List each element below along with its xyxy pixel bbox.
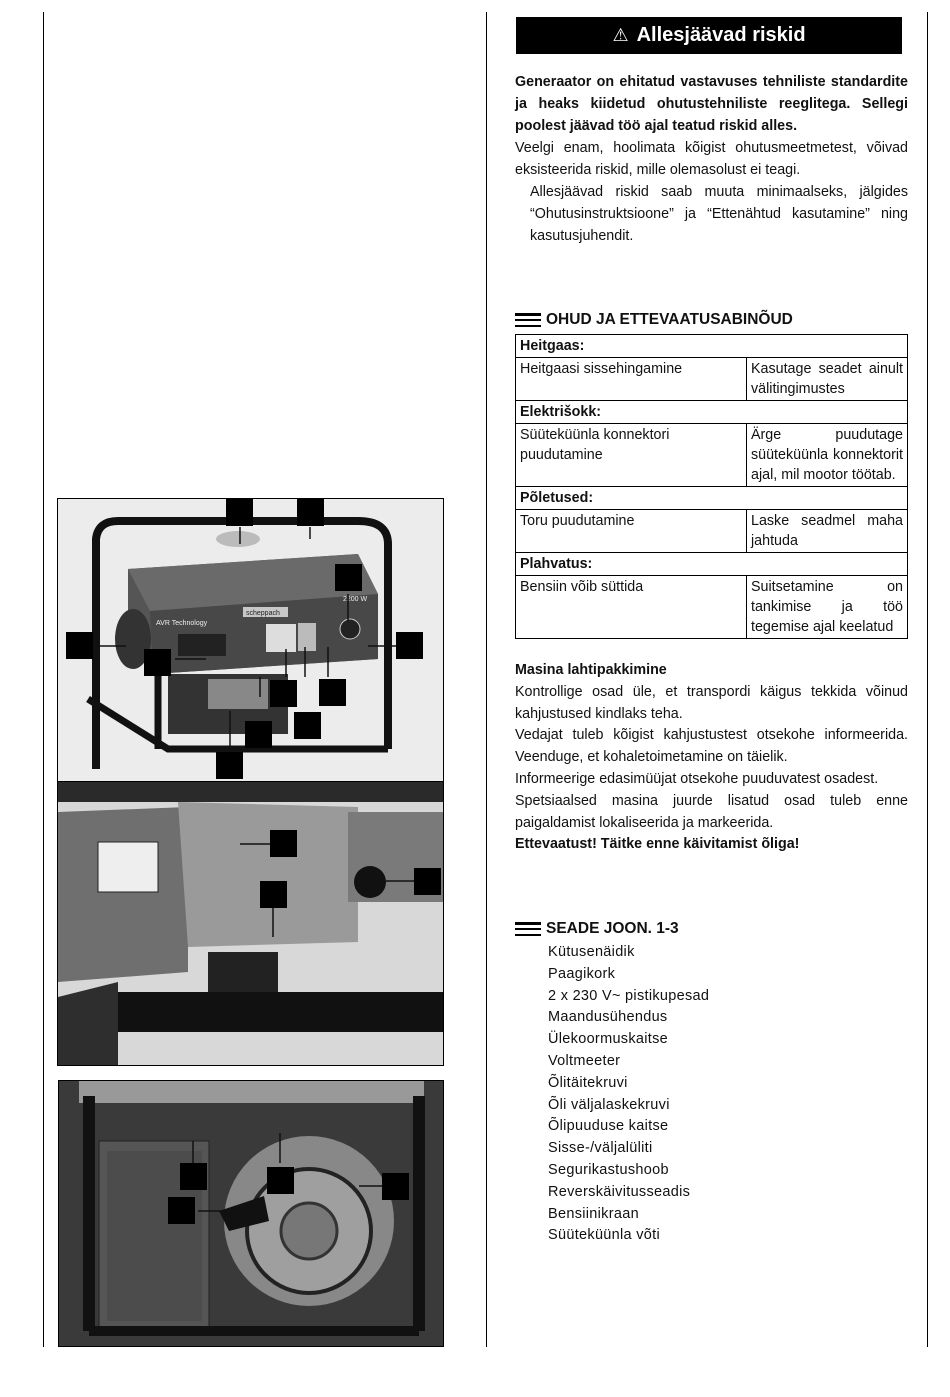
callout-label xyxy=(260,881,287,908)
callout-label xyxy=(414,868,441,895)
list-item: Bensiinikraan xyxy=(548,1205,639,1222)
hazard-cell: Bensiin võib süttida xyxy=(516,576,747,639)
residual-risks-banner xyxy=(516,17,902,54)
unpacking-warning: Ettevaatust! Täitke enne käivitamist õliga! xyxy=(515,836,800,853)
hazard-section-name: Plahvatus: xyxy=(516,553,908,576)
callout-label xyxy=(396,632,423,659)
column-rule-middle xyxy=(486,12,487,1347)
banner-title: Allesjäävad riskid xyxy=(636,24,806,46)
callout-label xyxy=(297,499,324,526)
list-item: Sisse-/väljalüliti xyxy=(548,1140,653,1157)
measure-cell: Kasutage seadet ainult välitingimustes xyxy=(747,358,908,401)
parts-list xyxy=(548,942,709,1247)
figure-1-logo-text: scheppach xyxy=(246,610,280,617)
hazard-cell: Heitgaasi sissehingamine xyxy=(516,358,747,401)
unpacking-paragraph: Vedajat tuleb kõigist kahjustustest otsekohe informeerida. Veenduge, et kohaletoimetamine on täielik. xyxy=(515,727,908,766)
callout-label xyxy=(216,752,243,779)
residual-risks-text xyxy=(515,71,908,247)
figure-1-power-text: 2200 W xyxy=(343,596,368,603)
table-row xyxy=(516,424,908,487)
list-item: Õlipuuduse kaitse xyxy=(548,1118,669,1135)
callout-label xyxy=(168,1197,195,1224)
intro-paragraph: Veelgi enam, hoolimata kõigist ohutusmeetmetest, võivad eksisteerida riskid, mille olemasolust ei teagi. xyxy=(515,140,908,178)
callout-label xyxy=(270,680,297,707)
list-item: Süüteküünla võti xyxy=(548,1227,661,1244)
hazard-cell: Toru puudutamine xyxy=(516,510,747,553)
unpacking-paragraph: Spetsiaalsed masina juurde lisatud osad tuleb enne paigaldamist lokaliseerida ja markeerida. xyxy=(515,792,908,831)
section-menu-icon xyxy=(515,313,541,327)
list-item: Reverskäivitusseadis xyxy=(548,1183,691,1200)
hazards-table xyxy=(515,334,908,639)
callout-label xyxy=(66,632,93,659)
unpacking-paragraph: Informeerige edasimüüjat otsekohe puuduvatest osadest. xyxy=(515,770,879,787)
figure-2-engine-detail xyxy=(57,781,444,1066)
callout-label xyxy=(267,1167,294,1194)
list-item: 2 x 230 V~ pistikupesad xyxy=(548,987,710,1004)
table-row xyxy=(516,335,908,358)
list-item: Õlitäitekruvi xyxy=(548,1074,628,1091)
measure-cell: Laske seadmel maha jahtuda xyxy=(747,510,908,553)
unpacking-paragraph: Kontrollige osad üle, et transpordi käigus tekkida võinud kahjustused kindlaks teha. xyxy=(515,683,908,722)
list-item: Kütusenäidik xyxy=(548,944,635,960)
measure-cell: Suitsetamine on tankimise ja töö tegemise ajal keelatud xyxy=(747,576,908,639)
callout-label xyxy=(335,564,362,591)
hazard-section-name: Heitgaas: xyxy=(516,335,908,358)
list-item: Ülekoormuskaitse xyxy=(548,1031,669,1048)
callout-label xyxy=(270,830,297,857)
hazard-section-name: Elektrišokk: xyxy=(516,401,908,424)
table-row xyxy=(516,487,908,510)
intro-bold-paragraph: Generaator on ehitatud vastavuses tehniliste standardite ja heaks kiidetud ohutustehniliste reeglitega. Sellegi poolest jäävad töö ajal teatud riskid alles. xyxy=(515,74,908,134)
table-row xyxy=(516,358,908,401)
callout-label xyxy=(180,1163,207,1190)
section-menu-icon xyxy=(515,922,541,936)
measure-cell: Ärge puudutage süüteküünla konnektorit ajal, mil mootor töötab. xyxy=(747,424,908,487)
table-row xyxy=(516,401,908,424)
figure-3-starter-side xyxy=(58,1080,444,1347)
device-heading xyxy=(515,920,679,938)
unpacking-title: Masina lahtipakkimine xyxy=(515,662,667,678)
callout-label xyxy=(245,721,272,748)
hazard-cell: Süüteküünla konnektori puudutamine xyxy=(516,424,747,487)
callout-label xyxy=(319,679,346,706)
callout-label xyxy=(226,499,253,526)
unpacking-section xyxy=(515,660,908,856)
table-row xyxy=(516,576,908,639)
figure-1-avr-text: AVR Technology xyxy=(156,620,208,627)
warning-triangle-icon: ⚠ xyxy=(612,25,629,45)
hazard-section-name: Põletused: xyxy=(516,487,908,510)
device-title: SEADE JOON. 1-3 xyxy=(546,920,679,937)
callout-label xyxy=(382,1173,409,1200)
hazards-title: OHUD JA ETTEVAATUSABINÕUD xyxy=(546,311,793,328)
list-item: Segurikastushoob xyxy=(548,1161,669,1178)
list-item: Õli väljalaskekruvi xyxy=(548,1096,670,1113)
callout-label xyxy=(144,649,171,676)
intro-indented-paragraph: Allesjäävad riskid saab muuta minimaalseks, jälgides “Ohutusinstruktsioone” ja “Ettenähtud kasutamine” ning kasutusjuhendit. xyxy=(530,184,908,244)
list-item: Voltmeeter xyxy=(548,1052,621,1069)
hazards-heading xyxy=(515,311,793,329)
table-row xyxy=(516,553,908,576)
list-item: Maandusühendus xyxy=(548,1009,668,1026)
list-item: Paagikork xyxy=(548,965,616,982)
figure-1-generator-front xyxy=(57,498,444,782)
column-rule-left xyxy=(43,12,44,1347)
callout-label xyxy=(294,712,321,739)
table-row xyxy=(516,510,908,553)
column-rule-right xyxy=(927,12,928,1347)
